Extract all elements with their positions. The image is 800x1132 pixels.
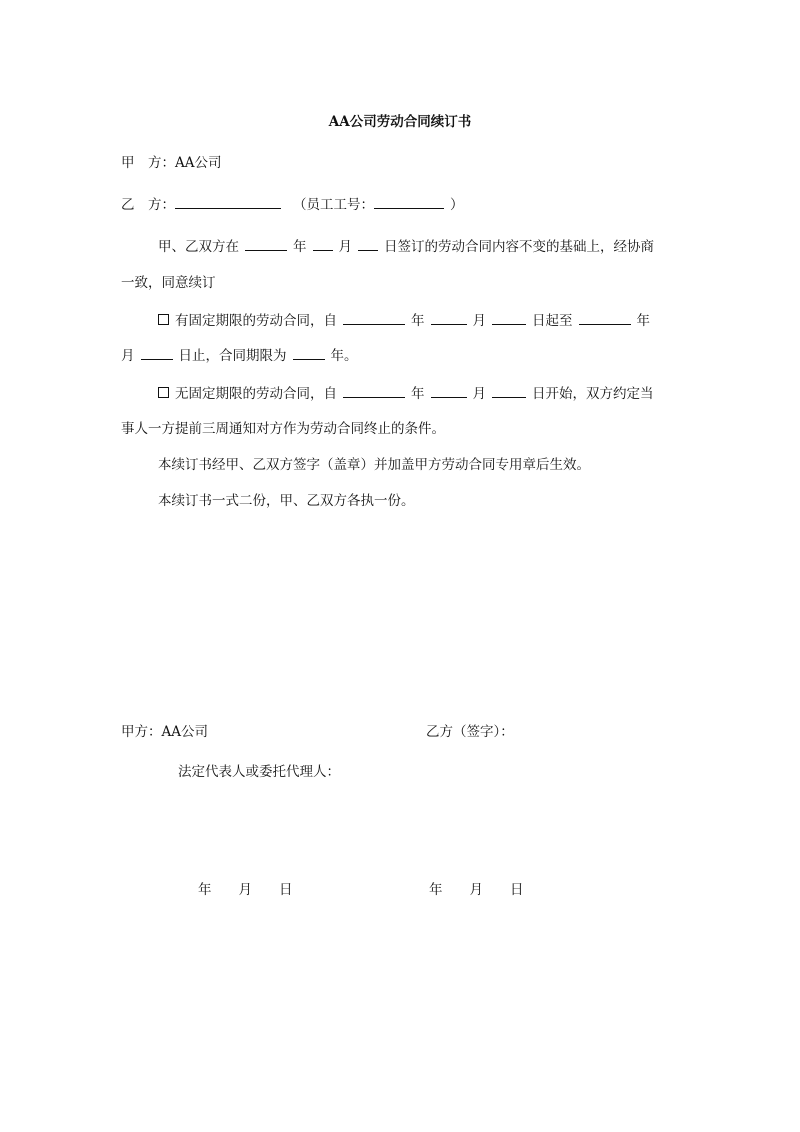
open-start-year: 年 (411, 386, 425, 402)
legal-representative-label: 法定代表人或委托代理人： (178, 764, 340, 780)
party-a-label: 甲 方： (121, 155, 175, 171)
intro-year: 年 (293, 239, 307, 255)
employee-no-close: ） (450, 197, 464, 213)
open-term-text: 无固定期限的劳动合同，自 (175, 386, 337, 402)
employee-no-blank[interactable] (374, 195, 444, 209)
fixed-start-month-blank[interactable] (431, 311, 467, 325)
fixed-duration-blank[interactable] (293, 346, 325, 360)
intro-day-suffix: 日签订的劳动合同内容不变的基础上，经协商 (384, 239, 654, 255)
signature-party-a: 甲方：AA公司 (121, 724, 208, 740)
fixed-end-month-blank[interactable] (141, 346, 173, 360)
fixed-start-year-blank[interactable] (343, 311, 405, 325)
date-a-day: 日 (279, 882, 293, 898)
option-fixed-line-2 (121, 346, 358, 365)
intro-text: 甲、乙双方在 (158, 239, 239, 255)
party-b-name-blank[interactable] (175, 195, 281, 209)
date-b-year: 年 (429, 882, 443, 898)
date-a-month: 月 (238, 882, 252, 898)
party-a-value: AA公司 (175, 155, 222, 171)
fixed-term-checkbox[interactable] (158, 314, 169, 325)
option-open-line-1 (158, 384, 654, 403)
option-open-line-2: 事人一方提前三周通知对方作为劳动合同终止的条件。 (121, 421, 445, 437)
fixed-end-day: 日止，合同期限为 (178, 348, 287, 364)
employee-no-open: （员工工号： (293, 197, 374, 213)
fixed-start-month: 月 (472, 313, 486, 329)
option-fixed-line-1 (158, 311, 650, 330)
intro-year-blank[interactable] (245, 237, 287, 251)
effect-clause: 本续订书经甲、乙双方签字（盖章）并加盖甲方劳动合同专用章后生效。 (158, 457, 590, 473)
fixed-term-text: 有固定期限的劳动合同，自 (175, 313, 337, 329)
fixed-end-year-blank[interactable] (579, 311, 631, 325)
open-start-day-blank[interactable] (492, 384, 526, 398)
date-a-year: 年 (198, 882, 212, 898)
document-title: AA公司劳动合同续订书 (328, 114, 472, 130)
intro-day-blank[interactable] (358, 237, 378, 251)
date-party-b (429, 881, 524, 899)
intro-month: 月 (338, 239, 352, 255)
signature-party-b: 乙方（签字）： (426, 724, 514, 740)
copies-clause: 本续订书一式二份，甲、乙双方各执一份。 (158, 493, 415, 509)
intro-line-1 (158, 237, 654, 256)
party-b-line (121, 195, 464, 214)
open-term-checkbox[interactable] (158, 387, 169, 398)
open-start-year-blank[interactable] (343, 384, 405, 398)
fixed-end-year: 年 (636, 313, 650, 329)
fixed-start-day-blank[interactable] (492, 311, 526, 325)
open-start-month: 月 (472, 386, 486, 402)
party-b-label: 乙 方： (121, 197, 175, 213)
open-start-month-blank[interactable] (431, 384, 467, 398)
date-b-month: 月 (469, 882, 483, 898)
fixed-start-day: 日起至 (532, 313, 573, 329)
date-party-a (198, 881, 293, 899)
intro-month-blank[interactable] (313, 237, 333, 251)
open-start-day: 日开始，双方约定当 (532, 386, 654, 402)
fixed-start-year: 年 (411, 313, 425, 329)
date-b-day: 日 (510, 882, 524, 898)
fixed-duration-years: 年。 (330, 348, 358, 364)
party-a-line (121, 154, 222, 172)
fixed-end-month: 月 (121, 348, 135, 364)
intro-line-2: 一致，同意续订 (121, 275, 216, 291)
